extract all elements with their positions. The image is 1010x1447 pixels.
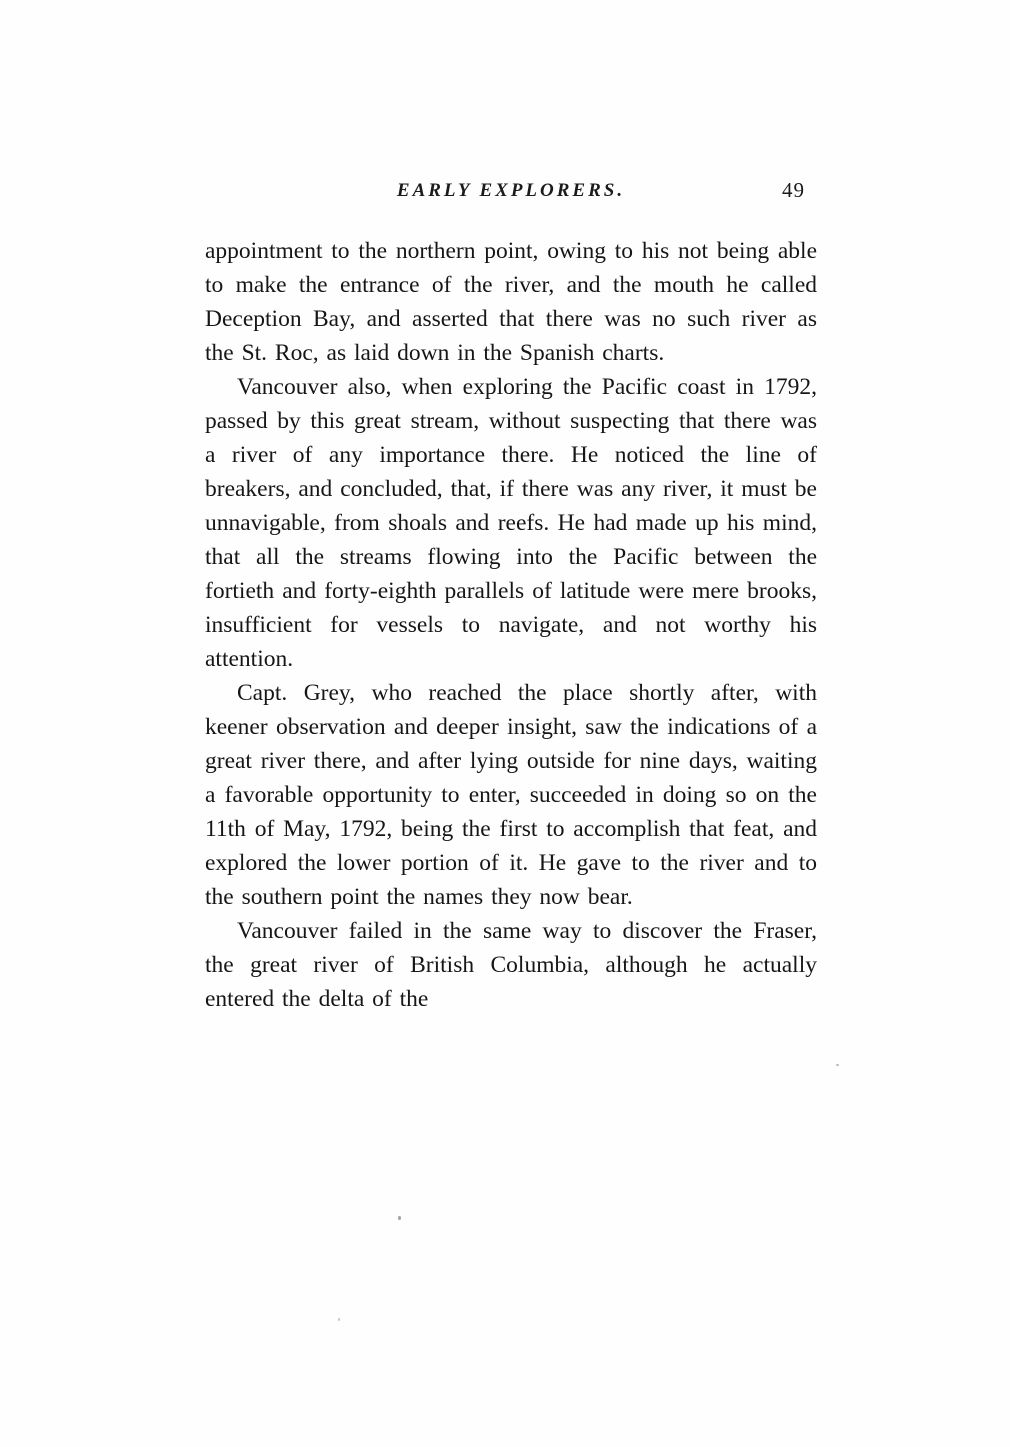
body-text (205, 234, 817, 1016)
page-number: 49 (782, 178, 805, 202)
scan-speck (338, 1318, 340, 1321)
text-block (205, 180, 817, 1016)
scan-speck (398, 1216, 401, 1220)
paragraph: Vancouver failed in the same way to discover the Fraser, the great river of British Columbia, although he actually entered the delta of the (205, 918, 817, 1012)
running-header (205, 180, 817, 210)
paragraph: appointment to the northern point, owing to his not being able to make the entrance of the river, and the mouth he called Deception Bay, and asserted that there was no such river as the St. Roc, as laid down in the Spanish charts. (205, 238, 817, 366)
paragraph: Vancouver also, when exploring the Pacific coast in 1792, passed by this great stream, without suspecting that there was a river of any importance there. He noticed the line of breakers, and concluded, that, if there was any river, it must be unnavigable, from shoals and reefs. He had made up his mind, that all the streams flowing into the Pacific between the fortieth and forty-eighth parallels of latitude were mere brooks, insufficient for vessels to navigate, and not worthy his attention. (205, 374, 817, 672)
running-header-title: EARLY EXPLORERS. (396, 180, 626, 201)
scan-speck (836, 1064, 839, 1066)
paragraph: Capt. Grey, who reached the place shortly after, with keener observation and deeper insight, saw the indications of a great river there, and after lying outside for nine days, waiting a favorable opportunity to enter, succeeded in doing so on the 11th of May, 1792, being the first to accomplish that feat, and explored the lower portion of it. He gave to the river and to the southern point the names they now bear. (205, 680, 817, 910)
